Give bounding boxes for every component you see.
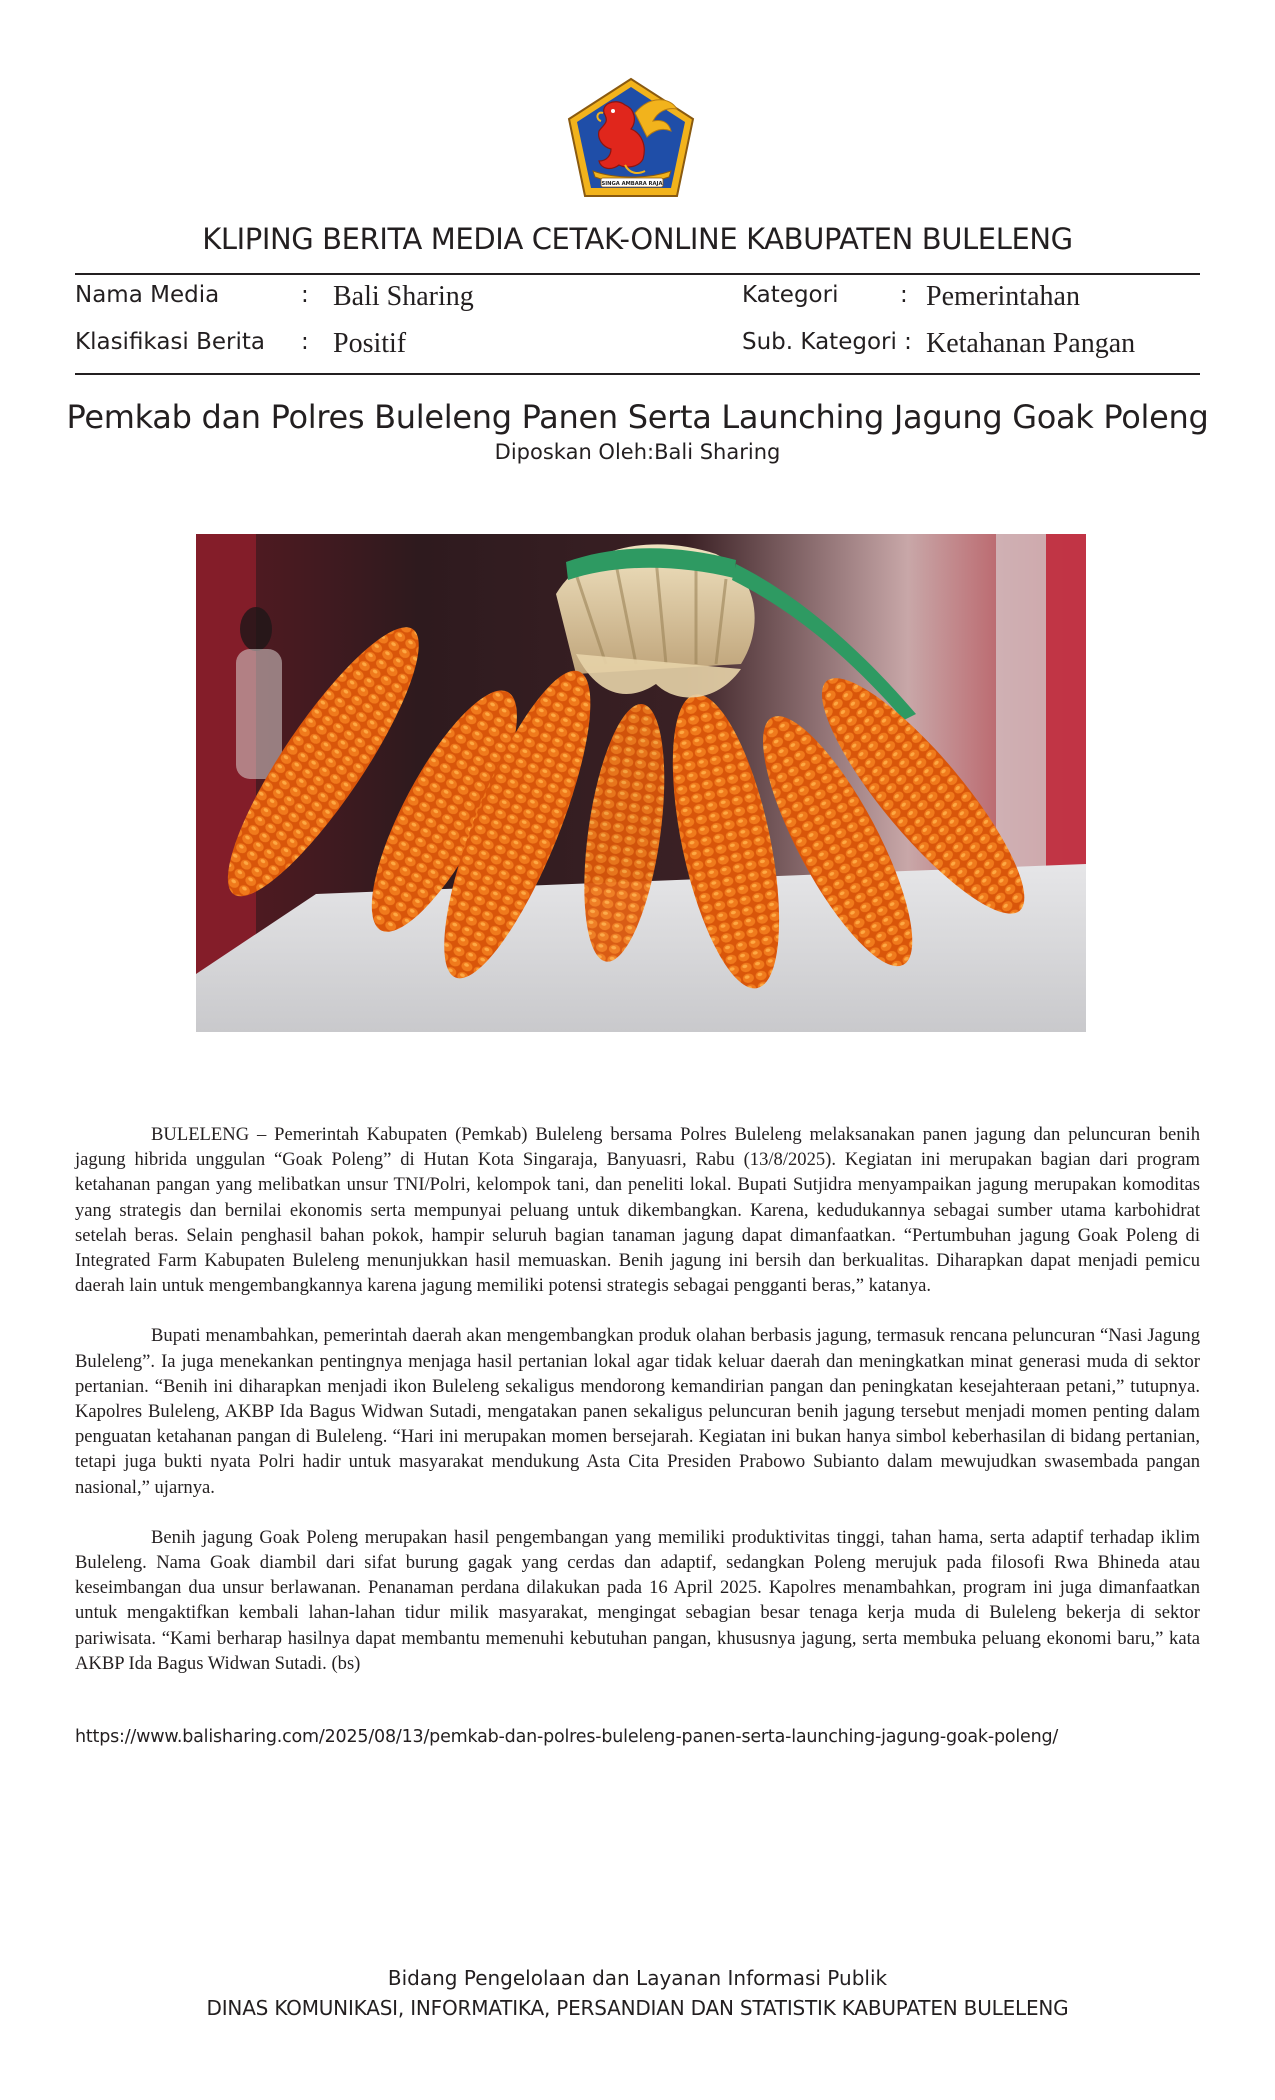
article-byline: Diposkan Oleh:Bali Sharing	[494, 440, 781, 464]
article-body	[75, 1122, 1200, 1701]
media-name-colon: :	[301, 282, 309, 308]
header-top-rule	[75, 273, 1200, 275]
header-bottom-rule	[75, 373, 1200, 375]
article-paragraph-1: BULELENG – Pemerintah Kabupaten (Pemkab) Buleleng bersama Polres Buleleng melaksanakan panen jagung dan peluncuran benih jagung hibrida unggulan “Goak Poleng” di Hutan Kota Singaraja, Banyuasri, Rabu (13/8/2025). Kegiatan ini merupakan bagian dari program ketahanan pangan yang melibatkan unsur TNI/Polri, kelompok tani, dan peneliti lokal. Bupati Sutjidra menyampaikan jagung merupakan komoditas yang strategis dan bernilai ekonomis serta mempunyai peluang untuk dikembangkan. Karena, kedudukannya sebagai sumber utama karbohidrat setelah beras. Selain penghasil bahan pokok, hampir seluruh bagian tanaman jagung dapat dimanfaatkan. “Pertumbuhan jagung Goak Poleng di Integrated Farm Kabupaten Buleleng menunjukkan hasil memuaskan. Benih jagung ini bersih dan berkualitas. Diharapkan dapat menjadi pemicu daerah lain untuk mengembangkannya karena jagung memiliki potensi strategis sebagai pengganti beras,” katanya.	[75, 1124, 1200, 1297]
news-classification-colon: :	[301, 329, 309, 355]
media-name-value: Bali Sharing	[333, 281, 474, 312]
logo-motto: SINGA AMBARA RAJA	[601, 181, 663, 187]
article-paragraph-2: Bupati menambahkan, pemerintah daerah akan mengembangkan produk olahan berbasis jagung, termasuk rencana peluncuran “Nasi Jagung Buleleng”. Ia juga menekankan pentingnya menjaga hasil pertanian lokal agar tidak keluar daerah dan meningkatkan minat generasi muda di sektor pertanian. “Benih ini diharapkan menjadi ikon Buleleng sekaligus mendorong kemandirian pangan dan peningkatan kesejahteraan petani,” tutupnya. Kapolres Buleleng, AKBP Ida Bagus Widwan Sutadi, mengatakan panen sekaligus peluncuran benih jagung tersebut menjadi momen penting dalam penguatan ketahanan pangan di Buleleng. “Hari ini merupakan momen bersejarah. Kegiatan ini bukan hanya simbol keberhasilan di bidang pertanian, tetapi juga bukti nyata Polri hadir untuk masyarakat mendukung Asta Cita Presiden Prabowo Subianto dalam mewujudkan swasembada pangan nasional,” ujarnya.	[75, 1325, 1200, 1498]
media-name-label: Nama Media	[75, 282, 220, 308]
category-colon: :	[900, 282, 908, 308]
category-value: Pemerintahan	[926, 281, 1080, 312]
buleleng-regency-logo	[565, 75, 698, 200]
news-classification-value: Positif	[333, 328, 407, 359]
article-paragraph-3: Benih jagung Goak Poleng merupakan hasil pengembangan yang memiliki produktivitas tinggi, tahan hama, serta adaptif terhadap iklim Buleleng. Nama Goak diambil dari sifat burung gagak yang cerdas dan adaptif, sedangkan Poleng merujuk pada filosofi Rwa Bhineda atau keseimbangan dua unsur berlawanan. Penanaman perdana dilakukan pada 16 April 2025. Kapolres menambahkan, program ini juga dimanfaatkan untuk mengaktifkan kembali lahan-lahan tidur milik masyarakat, mengingat sebagian besar tenaga kerja muda di Buleleng bekerja di sektor pariwisata. “Kami berharap hasilnya dapat membantu memenuhi kebutuhan pangan, khususnya jagung, serta membuka peluang ekonomi baru,” kata AKBP Ida Bagus Widwan Sutadi. (bs)	[75, 1526, 1200, 1674]
subcategory-value: Ketahanan Pangan	[926, 328, 1136, 359]
footer-office: DINAS KOMUNIKASI, INFORMATIKA, PERSANDIAN DAN STATISTIK KABUPATEN BULELENG	[206, 1996, 1069, 2020]
category-label: Kategori	[742, 282, 839, 308]
buleleng-crest-emblem	[565, 75, 698, 200]
article-title: Pemkab dan Polres Buleleng Panen Serta Launching Jagung Goak Poleng	[66, 398, 1209, 436]
source-url: https://www.balisharing.com/2025/08/13/pemkab-dan-polres-buleleng-panen-serta-launching-jagung-goak-poleng/	[75, 1727, 1059, 1747]
clipping-header-title: KLIPING BERITA MEDIA CETAK-ONLINE KABUPATEN BULELENG	[202, 222, 1073, 256]
news-classification-label: Klasifikasi Berita	[75, 329, 266, 355]
subcategory-label: Sub. Kategori :	[742, 329, 912, 355]
footer-department: Bidang Pengelolaan dan Layanan Informasi Publik	[387, 1966, 888, 1990]
corn-harvest-photo	[196, 534, 1086, 1032]
